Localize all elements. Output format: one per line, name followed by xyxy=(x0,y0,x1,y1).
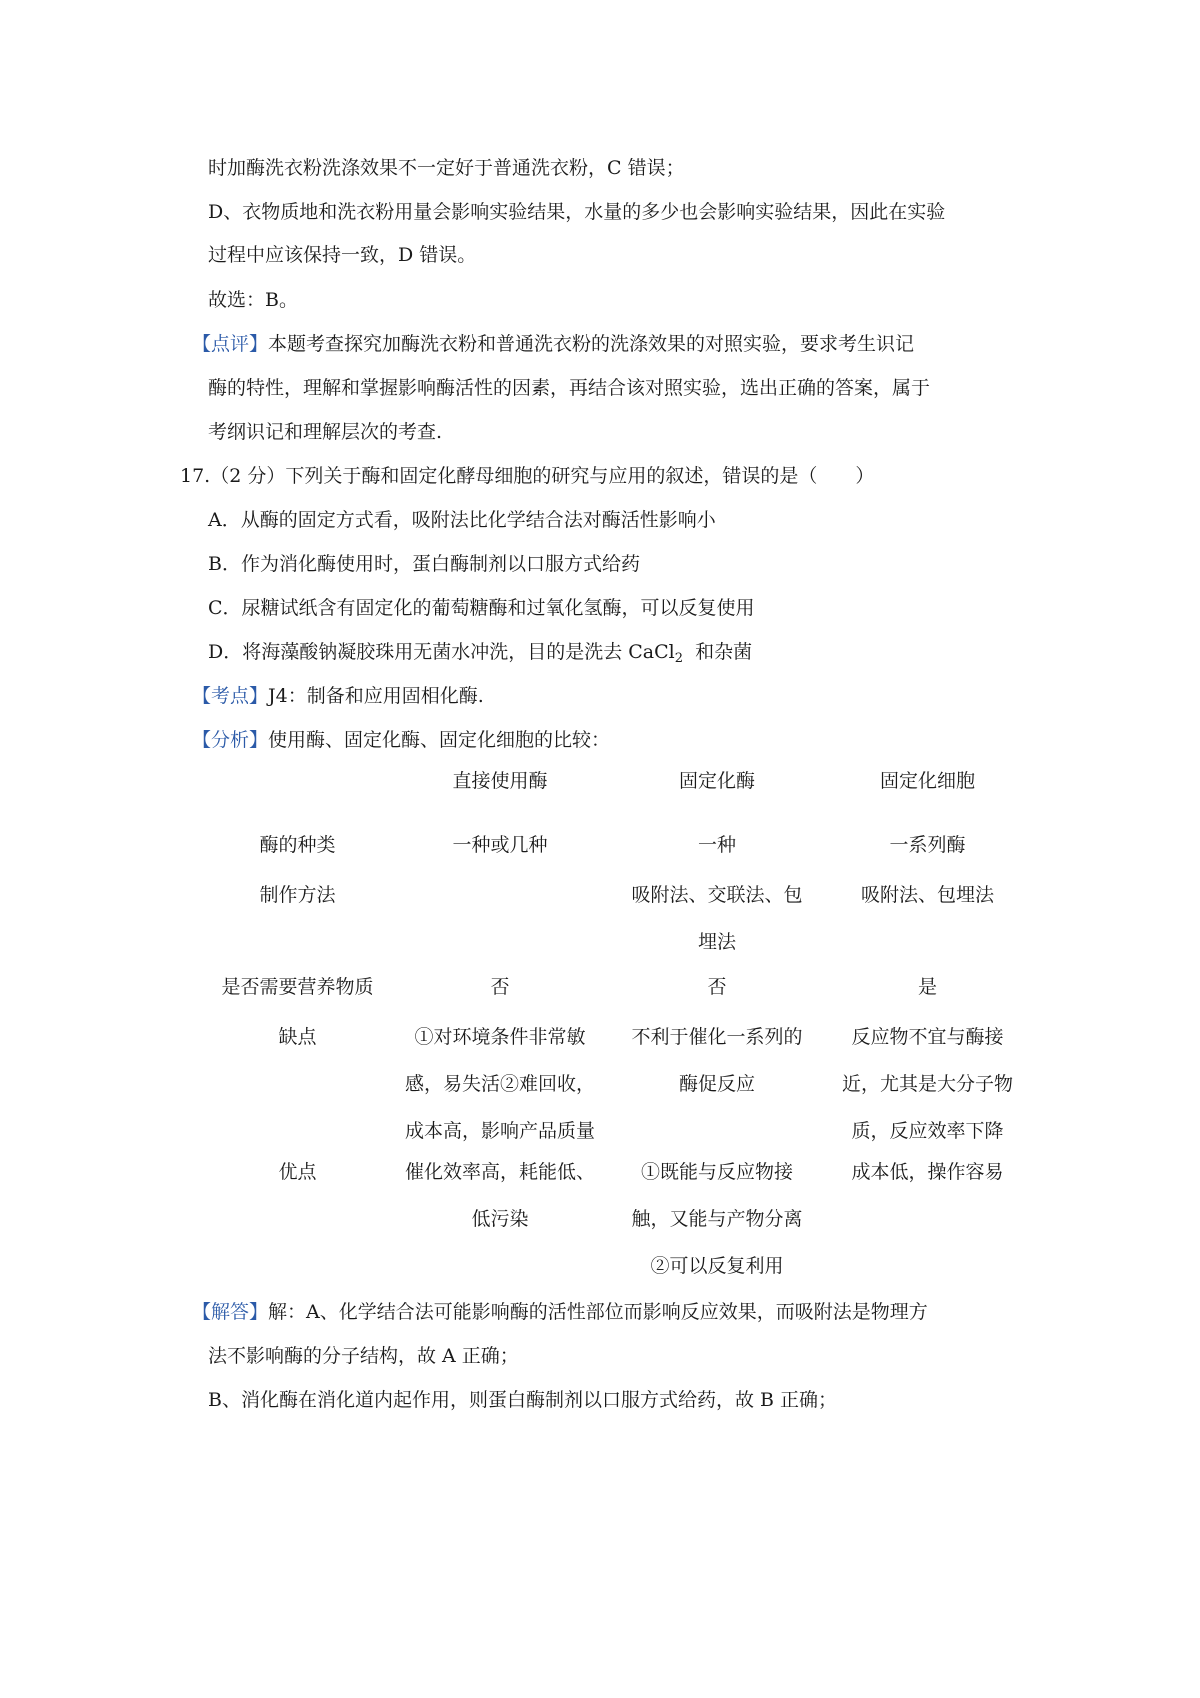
paragraph-line: D、衣物质地和洗衣粉用量会影响实验结果，水量的多少也会影响实验结果，因此在实验 xyxy=(208,201,946,223)
table-cell: ①既能与反应物接 触，又能与产物分离 ②可以反复利用 xyxy=(631,1161,803,1277)
table-header: 固定化酶 xyxy=(678,770,755,792)
review-line xyxy=(192,330,914,358)
fenxi-tag: 【分析】 xyxy=(192,729,269,751)
table-cell: 成本低，操作容易 xyxy=(851,1161,1004,1183)
paragraph-line: 故选：B。 xyxy=(208,289,298,311)
table-cell: 不利于催化一系列的 酶促反应 xyxy=(631,1026,803,1095)
option-d: D．将海藻酸钠凝胶珠用无菌水冲洗，目的是洗去 CaCl$_2$ 和杂菌 xyxy=(208,641,753,666)
review-line: 酶的特性，理解和掌握影响酶活性的因素，再结合该对照实验，选出正确的答案，属于 xyxy=(208,377,931,399)
table-header: 直接使用酶 xyxy=(452,770,548,792)
review-text: 本题考查探究加酶洗衣粉和普通洗衣粉的洗涤效果的对照实验，要求考生识记 xyxy=(268,333,915,355)
table-cell: 吸附法、交联法、包 埋法 xyxy=(631,884,803,953)
jieda-line xyxy=(192,1298,928,1326)
table-cell: 催化效率高，耗能低、 低污染 xyxy=(404,1161,595,1230)
kaodian-tag: 【考点】 xyxy=(192,685,269,707)
jieda-tag: 【解答】 xyxy=(192,1301,269,1323)
table-cell: 一种 xyxy=(697,834,736,856)
review-tag: 【点评】 xyxy=(192,333,269,355)
table-cell: 是 xyxy=(917,976,937,998)
option-a: A．从酶的固定方式看，吸附法比化学结合法对酶活性影响小 xyxy=(208,509,716,531)
question-stem: 17.（2 分）下列关于酶和固定化酵母细胞的研究与应用的叙述，错误的是（ ） xyxy=(180,465,875,487)
paragraph-line: 时加酶洗衣粉洗涤效果不一定好于普通洗衣粉，C 错误； xyxy=(208,157,685,179)
review-line: 考纲识记和理解层次的考查. xyxy=(208,421,443,443)
fenxi-line xyxy=(192,726,610,754)
table-cell: 否 xyxy=(707,976,727,998)
table-header: 固定化细胞 xyxy=(879,770,975,792)
table-cell: 否 xyxy=(490,976,510,998)
table-cell: 反应物不宜与酶接 近，尤其是大分子物 质，反应效率下降 xyxy=(841,1026,1013,1142)
table-cell: 酶的种类 xyxy=(259,834,336,856)
table-cell: 制作方法 xyxy=(259,884,336,906)
kaodian-text: J4：制备和应用固相化酶. xyxy=(268,685,484,707)
table-cell: 吸附法、包埋法 xyxy=(860,884,994,906)
table-cell: 一种或几种 xyxy=(452,834,548,856)
paragraph-line: 过程中应该保持一致，D 错误。 xyxy=(208,244,477,266)
table-cell: 优点 xyxy=(278,1161,317,1183)
table-cell: 一系列酶 xyxy=(889,834,966,856)
jieda-text: 解：A、化学结合法可能影响酶的活性部位而影响反应效果，而吸附法是物理方 xyxy=(268,1301,928,1323)
jieda-line: 法不影响酶的分子结构，故 A 正确； xyxy=(208,1345,519,1367)
fenxi-text: 使用酶、固定化酶、固定化细胞的比较： xyxy=(268,729,611,751)
kaodian-line xyxy=(192,682,484,710)
table-cell: 缺点 xyxy=(278,1026,317,1048)
table-cell: 是否需要营养物质 xyxy=(221,976,374,998)
jieda-line: B、消化酶在消化道内起作用，则蛋白酶制剂以口服方式给药，故 B 正确； xyxy=(208,1389,838,1411)
option-b: B．作为消化酶使用时，蛋白酶制剂以口服方式给药 xyxy=(208,553,640,575)
option-c: C．尿糖试纸含有固定化的葡萄糖酶和过氧化氢酶，可以反复使用 xyxy=(208,597,755,619)
table-cell: ①对环境条件非常敏 感，易失活②难回收， 成本高，影响产品质量 xyxy=(404,1026,595,1142)
